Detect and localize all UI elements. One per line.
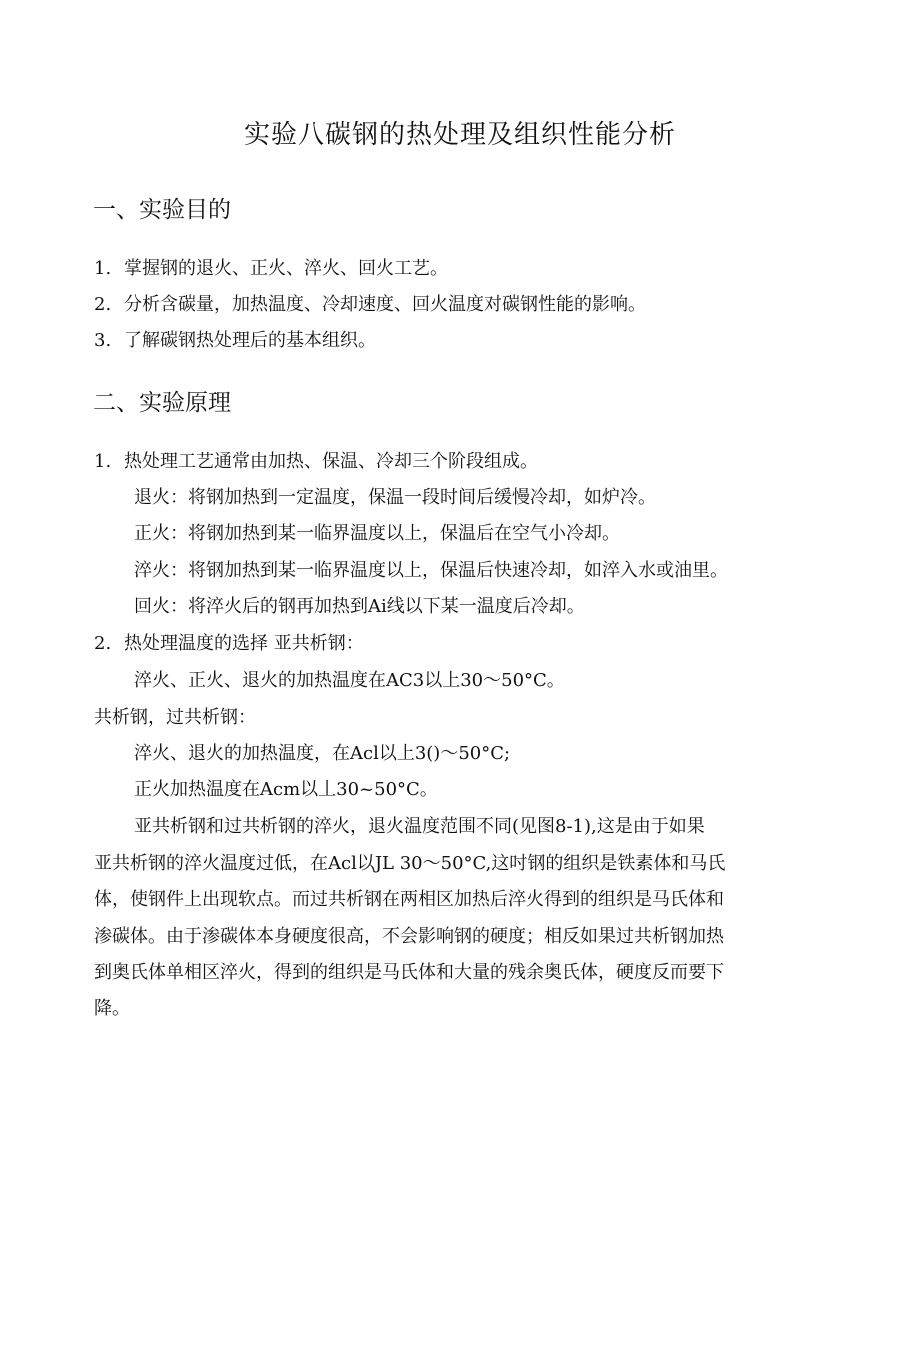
list-text: 掌握钢的退火、正火、淬火、回火工艺。 bbox=[124, 258, 448, 279]
paragraph-line: 渗碳体。由于渗碳体本身硬度很高，不会影响钢的硬度；相反如果过共析钢加热 bbox=[94, 926, 724, 947]
list-number: 1. bbox=[94, 451, 112, 472]
list-number: 2. bbox=[94, 633, 112, 654]
hypereutectoid-normalize-temp: 正火加热温度在Acm以丄30~50°C。 bbox=[134, 779, 438, 800]
hypereutectoid-label: 共析钢，过共析钢： bbox=[94, 707, 256, 728]
list-item bbox=[94, 292, 646, 318]
list-item bbox=[94, 328, 376, 354]
list-text: 了解碳钢热处理后的基本组织。 bbox=[124, 330, 376, 351]
list-number: 3. bbox=[94, 330, 112, 351]
definition-quenching: 淬火：将钢加热到某一临界温度以上，保温后快速冷却，如淬入水或油里。 bbox=[134, 560, 728, 581]
definition-tempering: 回火：将淬火后的钢再加热到Ai线以下某一温度后冷却。 bbox=[134, 596, 585, 617]
list-item bbox=[94, 631, 364, 657]
hypereutectoid-quench-temp: 淬火、退火的加热温度，在Acl以上3()～50°C; bbox=[134, 743, 511, 764]
list-text: 热处理工艺通常由加热、保温、冷却三个阶段组成。 bbox=[124, 451, 538, 472]
paragraph-line: 到奥氏体单相区淬火，得到的组织是马氏体和大量的残余奥氏体，硬度反而要下 bbox=[94, 962, 724, 983]
list-item bbox=[94, 256, 448, 282]
list-text: 分析含碳量，加热温度、冷却速度、回火温度对碳钢性能的影响。 bbox=[124, 294, 646, 315]
page-title: 实验八碳钢的热处理及组织性能分析 bbox=[243, 120, 676, 150]
definition-normalizing: 正火：将钢加热到某一临界温度以上，保温后在空气小冷却。 bbox=[134, 523, 620, 544]
section-heading-purpose: 一、实验目的 bbox=[93, 197, 231, 223]
list-item bbox=[94, 449, 538, 475]
paragraph-line: 亚共析钢的淬火温度过低，在Acl以JL 30～50°C,这吋钢的组织是铁素体和马氏 bbox=[94, 853, 726, 874]
definition-annealing: 退火：将钢加热到一定温度，保温一段时间后缓慢冷却，如炉冷。 bbox=[134, 487, 656, 508]
paragraph-line: 体，使钢件上出现软点。而过共析钢在两相区加热后淬火得到的组织是马氏体和 bbox=[94, 889, 724, 910]
paragraph-line: 亚共析钢和过共析钢的淬火，退火温度范围不同(见图8-1),这是由于如果 bbox=[134, 816, 705, 837]
hypoeutectoid-temp: 淬火、正火、退火的加热温度在AC3以上30～50°C。 bbox=[134, 670, 565, 691]
paragraph-line: 降。 bbox=[94, 998, 130, 1019]
section-heading-principle: 二、实验原理 bbox=[93, 390, 231, 416]
list-text: 热处理温度的选择 亚共析钢： bbox=[124, 633, 364, 654]
list-number: 2. bbox=[94, 294, 112, 315]
list-number: 1. bbox=[94, 258, 112, 279]
